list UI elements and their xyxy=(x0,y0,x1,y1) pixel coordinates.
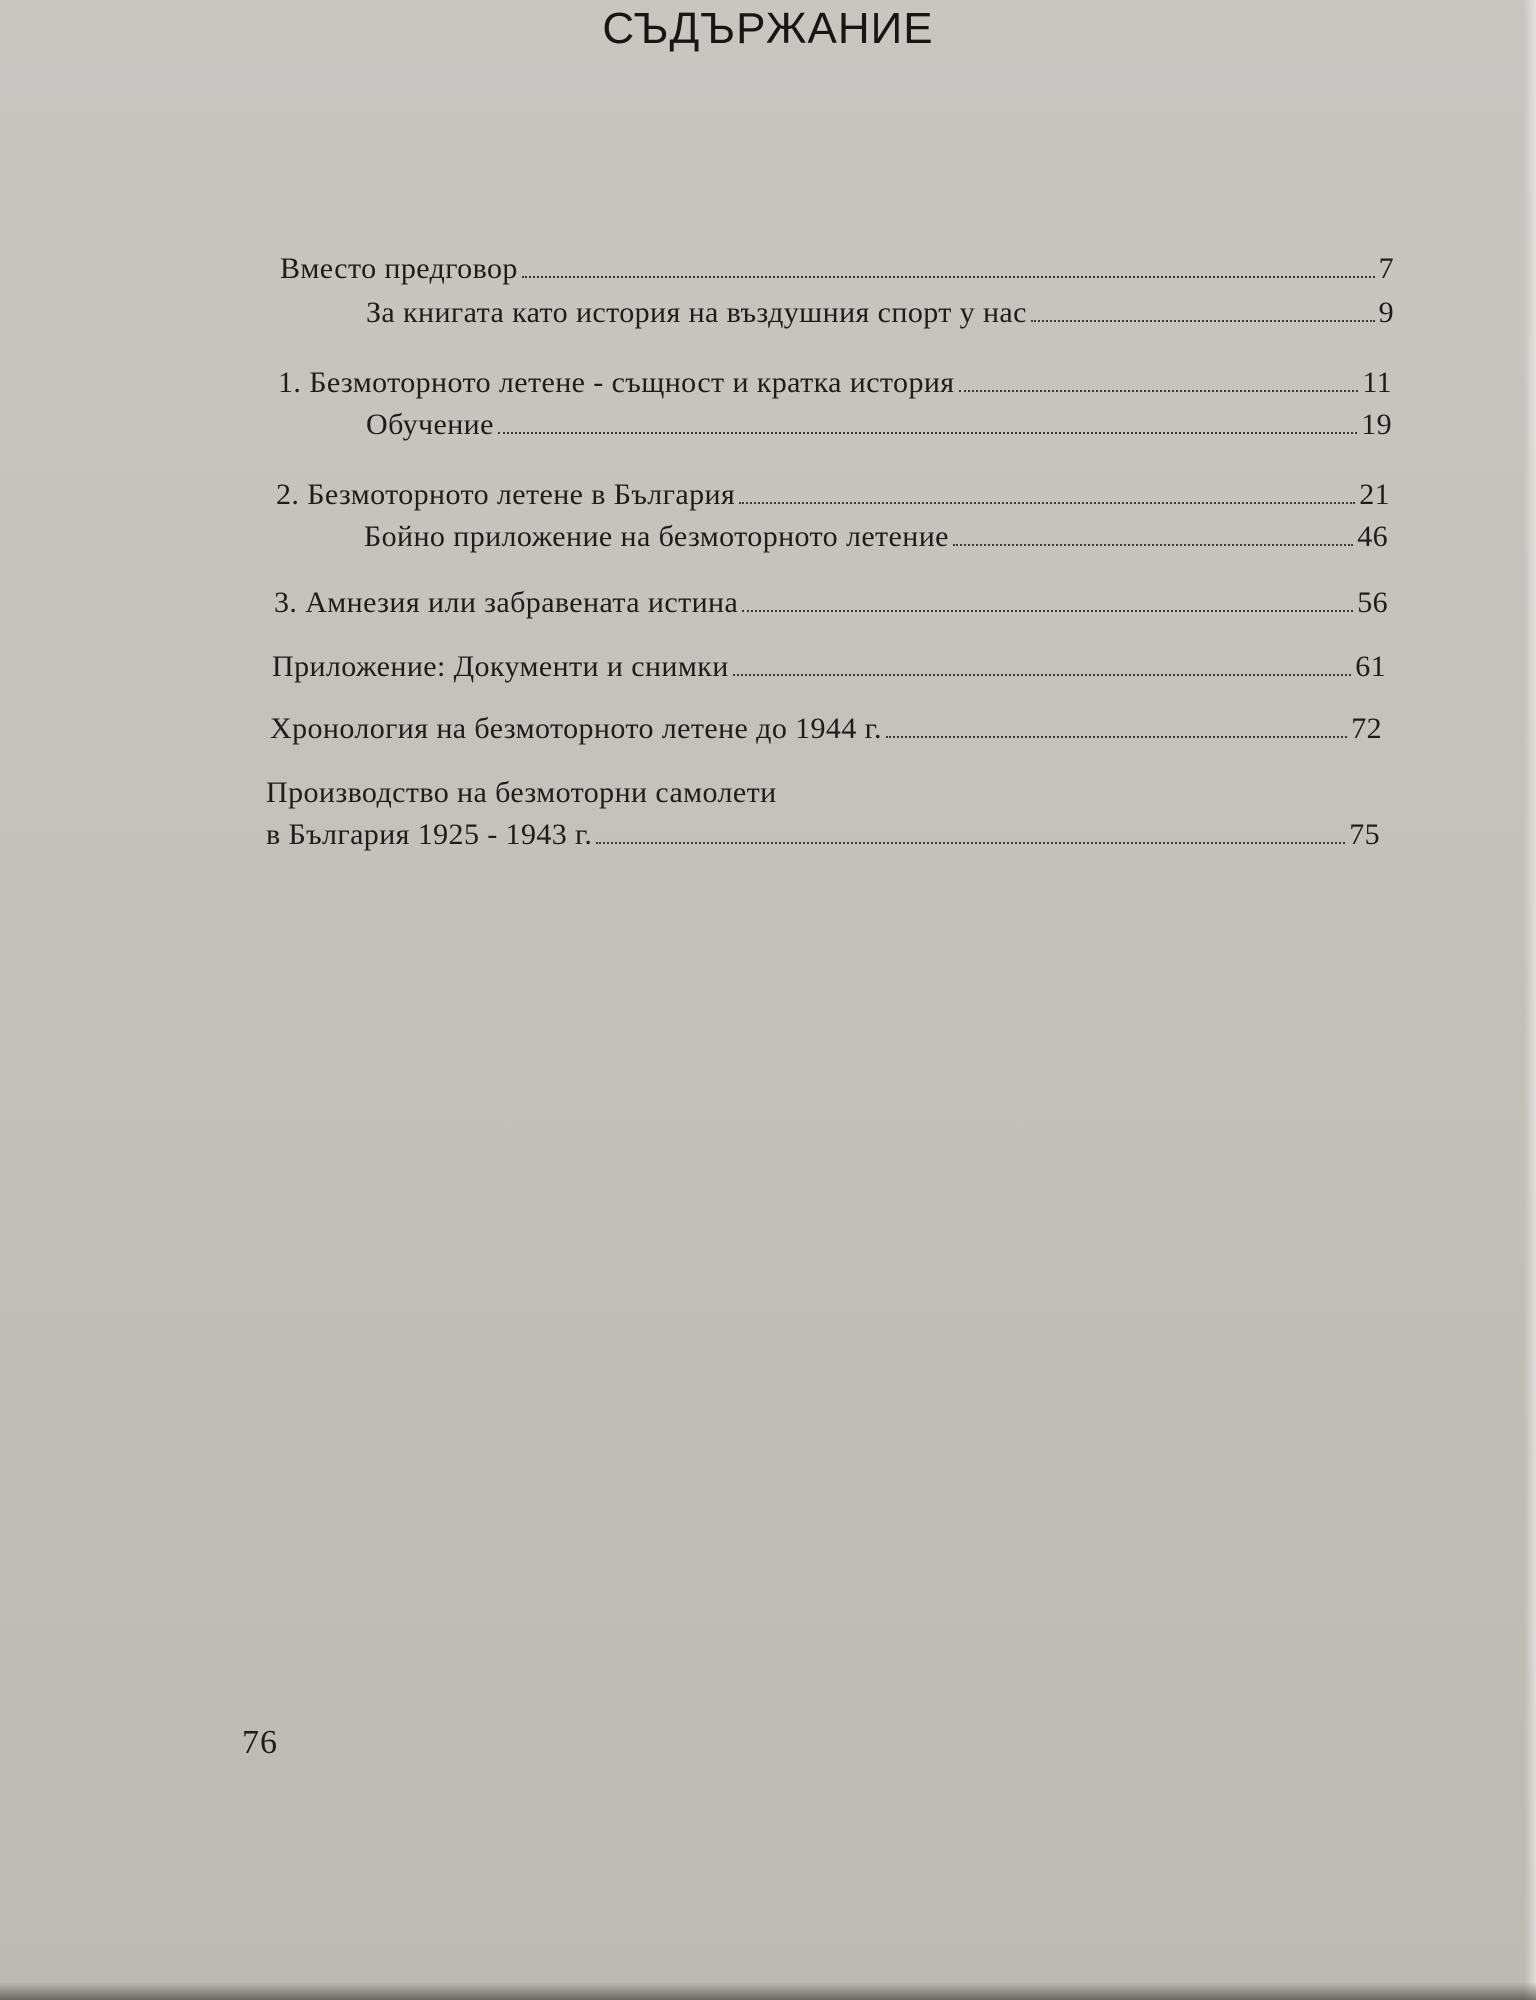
toc-entry-page: 72 xyxy=(1351,712,1382,745)
dot-leader xyxy=(596,842,1345,844)
toc-entry-page: 7 xyxy=(1378,252,1394,285)
toc-entry[interactable] xyxy=(364,518,1388,556)
toc-entry-title: 2. Безмоторното летене в България xyxy=(276,478,736,511)
dot-leader xyxy=(739,502,1355,504)
toc-entry[interactable] xyxy=(274,584,1388,622)
page-edge xyxy=(1524,0,1536,2000)
dot-leader xyxy=(1031,320,1375,322)
toc-entry-title: За книгата като история на въздушния спорт у нас xyxy=(366,296,1027,329)
toc-entry-page: 9 xyxy=(1378,296,1394,329)
toc-entry[interactable] xyxy=(266,772,1380,856)
page-bottom-shadow xyxy=(0,1982,1536,2000)
toc-entry[interactable] xyxy=(276,476,1390,514)
toc-entry-page: 21 xyxy=(1359,478,1390,511)
toc-entry-title: Приложение: Документи и снимки xyxy=(272,650,729,683)
dot-leader xyxy=(886,736,1347,738)
dot-leader xyxy=(522,276,1375,278)
dot-leader xyxy=(742,610,1353,612)
toc-entry[interactable] xyxy=(270,710,1382,748)
toc-entry-title-continued: в България 1925 - 1943 г. xyxy=(266,818,593,851)
toc-entry[interactable] xyxy=(272,648,1386,686)
dot-leader xyxy=(733,674,1352,676)
page-heading: СЪДЪРЖАНИЕ xyxy=(602,4,934,53)
dot-leader xyxy=(959,390,1359,392)
toc-entry-title: Обучение xyxy=(366,408,494,441)
toc-entry-title: Бойно приложение на безмоторното летение xyxy=(364,520,949,553)
page-number: 76 xyxy=(242,1724,278,1761)
toc-entry-page: 46 xyxy=(1357,520,1388,553)
toc-entry-page: 56 xyxy=(1357,586,1388,619)
toc-entry[interactable] xyxy=(278,364,1392,402)
toc-entry-title: Вместо предговор xyxy=(280,252,518,285)
dot-leader xyxy=(498,432,1357,434)
toc-entry[interactable] xyxy=(280,250,1394,288)
toc-entry-title: Производство на безмоторни самолети xyxy=(266,776,777,809)
dot-leader xyxy=(953,544,1353,546)
toc-entry-page: 19 xyxy=(1361,408,1392,441)
toc-entry-title: 1. Безмоторното летене - същност и кратка история xyxy=(278,366,955,399)
toc-entry-title: 3. Амнезия или забравената истина xyxy=(274,586,739,619)
toc-entry-page: 75 xyxy=(1349,818,1380,851)
toc-entry-page: 11 xyxy=(1362,366,1392,399)
toc-entry[interactable] xyxy=(366,406,1392,444)
toc-entry-page: 61 xyxy=(1355,650,1386,683)
toc-entry-title: Хронология на безмоторното летене до 1944 г. xyxy=(270,712,882,745)
toc-entry[interactable] xyxy=(366,294,1394,332)
